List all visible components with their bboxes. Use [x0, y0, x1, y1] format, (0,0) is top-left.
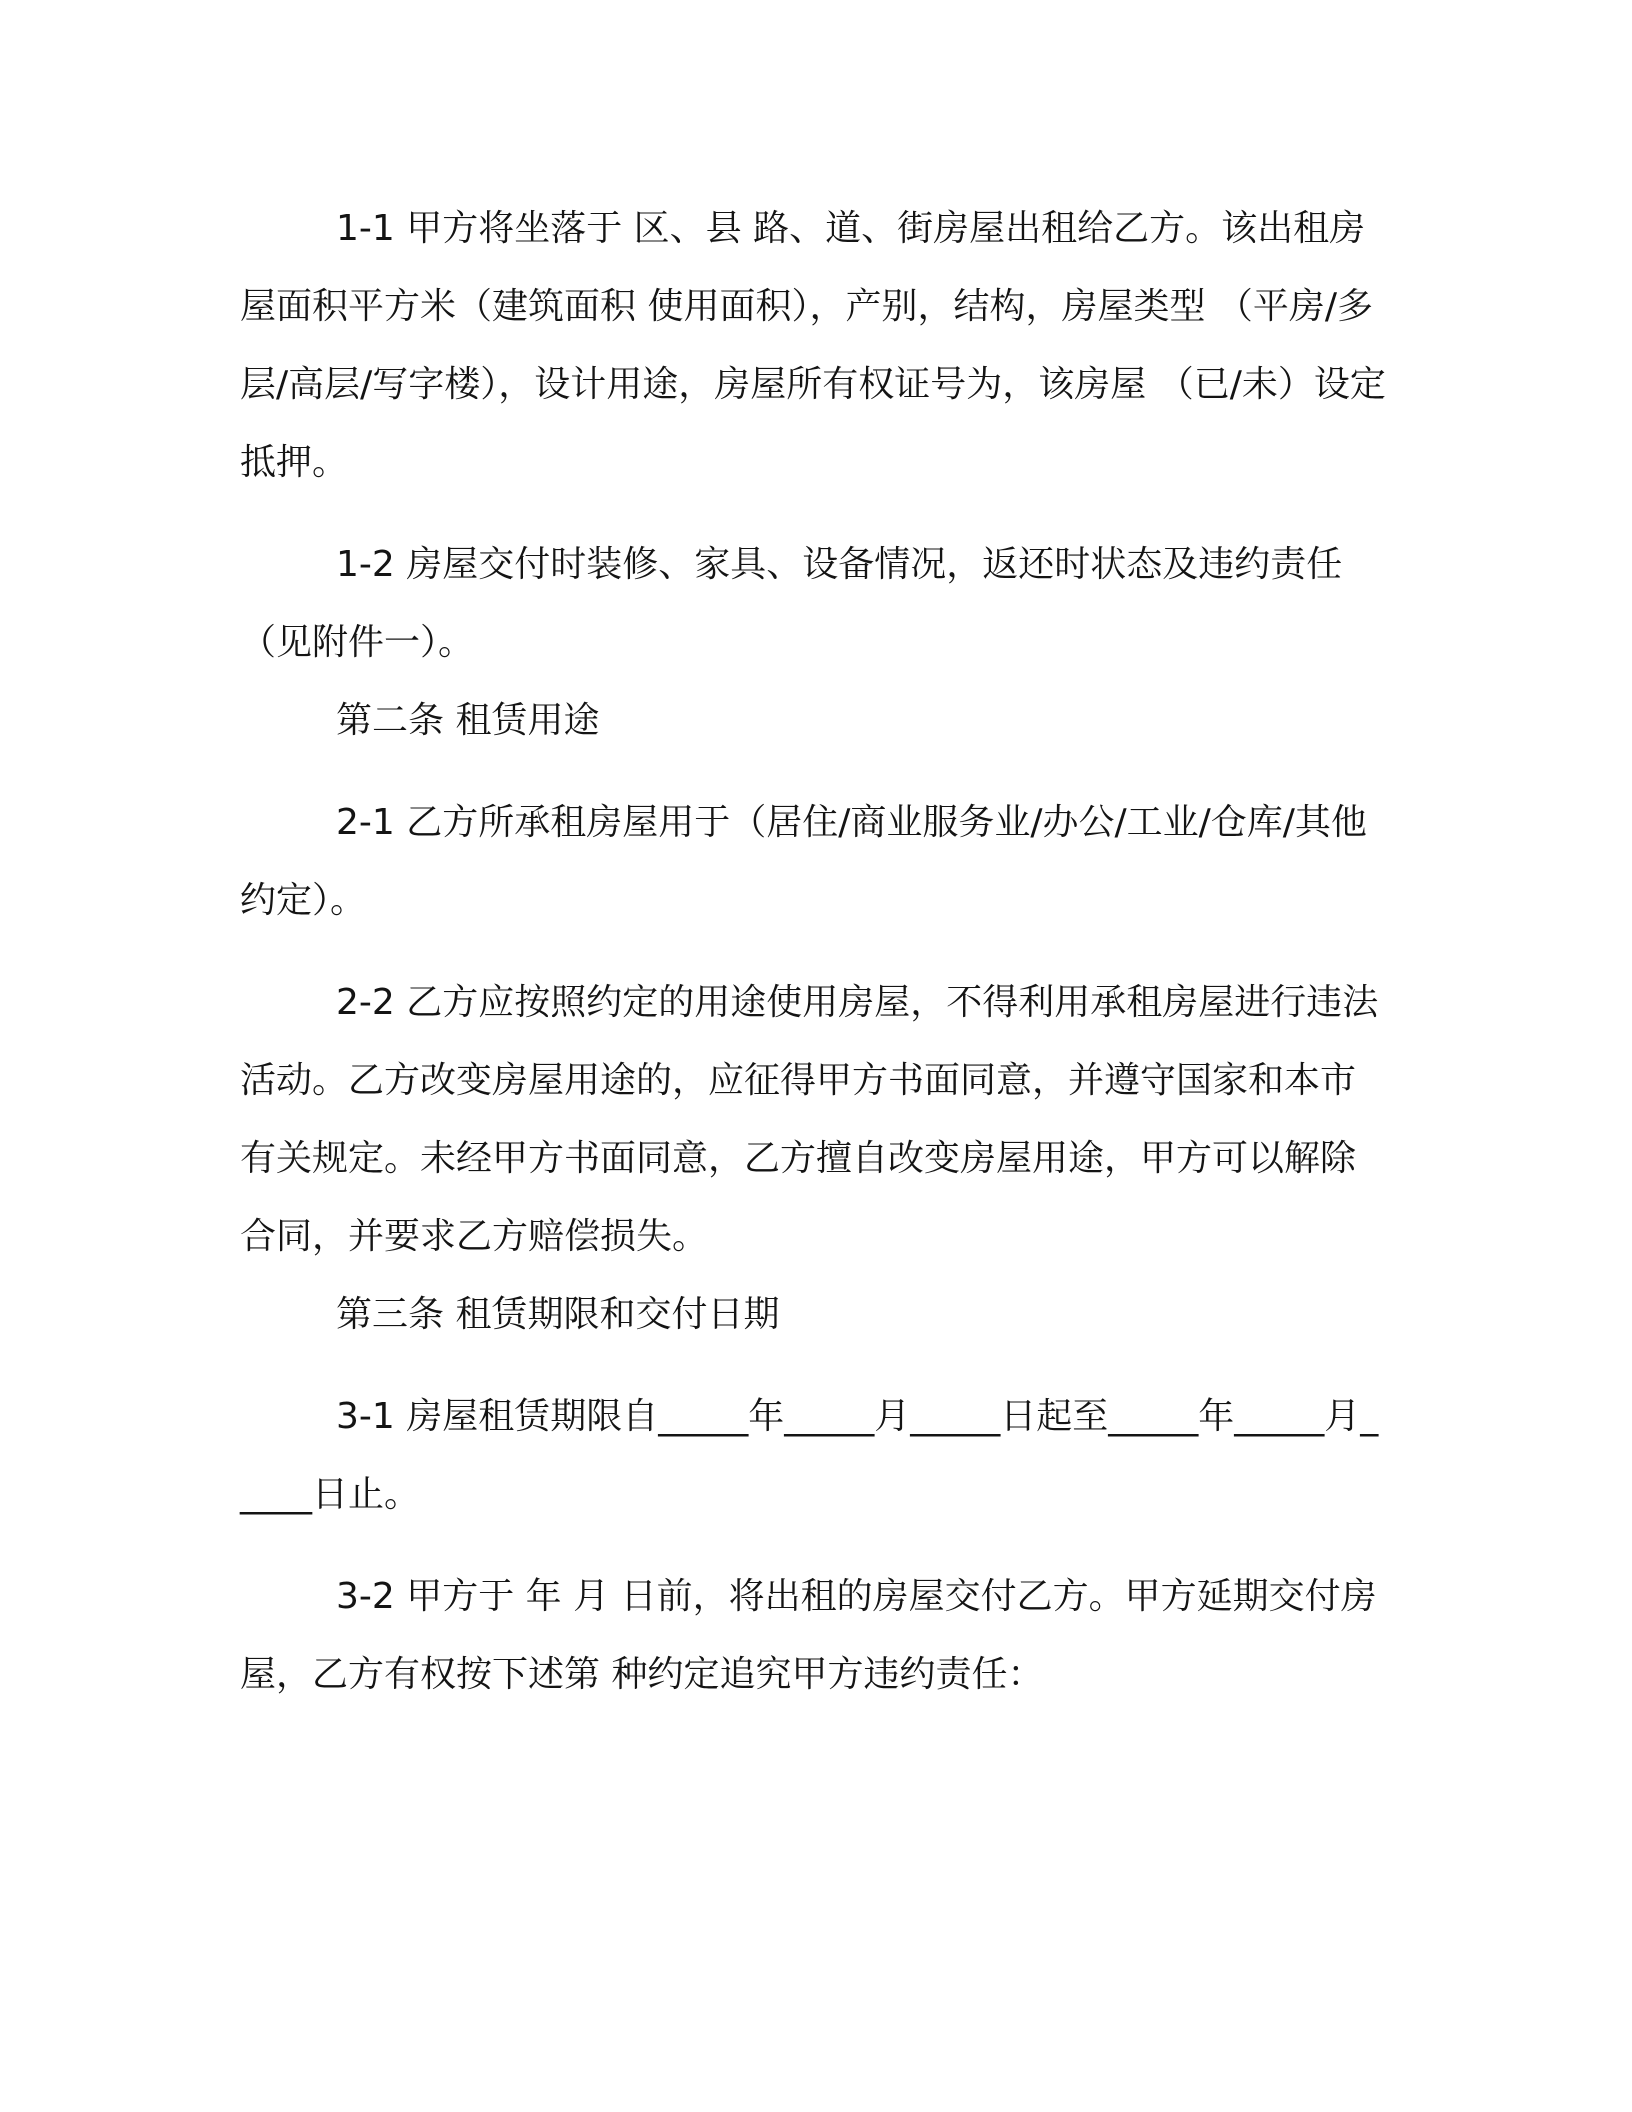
clause-1-1: 1-1 甲方将坐落于 区、县 路、道、街房屋出租给乙方。该出租房屋面积平方米（建筑面积 使用面积），产别，结构，房屋类型 （平房/多层/高层/写字楼），设计用途，房屋所有权证号为，该房屋 （已/未）设定抵押。 [240, 208, 1386, 483]
clause-3-2: 3-2 甲方于 年 月 日前，将出租的房屋交付乙方。甲方延期交付房屋，乙方有权按下述第 种约定追究甲方违约责任： [240, 1576, 1377, 1695]
clause-2-1: 2-1 乙方所承租房屋用于（居住/商业服务业/办公/工业/仓库/其他约定）。 [240, 802, 1367, 921]
document-body [240, 190, 1390, 1714]
clause-1-2: 1-2 房屋交付时装修、家具、设备情况，返还时状态及违约责任（见附件一）。 [240, 544, 1343, 663]
clause-2-2: 2-2 乙方应按照约定的用途使用房屋，不得利用承租房屋进行违法活动。乙方改变房屋用途的，应征得甲方书面同意，并遵守国家和本市有关规定。未经甲方书面同意，乙方擅自改变房屋用途，甲方可以解除合同，并要求乙方赔偿损失。 [240, 982, 1379, 1257]
article-2-heading: 第二条 租赁用途 [336, 700, 600, 741]
clause-3-1: 3-1 房屋租赁期限自_____年_____月_____日起至_____年_____月_____日止。 [240, 1396, 1379, 1515]
article-3-heading: 第三条 租赁期限和交付日期 [336, 1294, 780, 1335]
